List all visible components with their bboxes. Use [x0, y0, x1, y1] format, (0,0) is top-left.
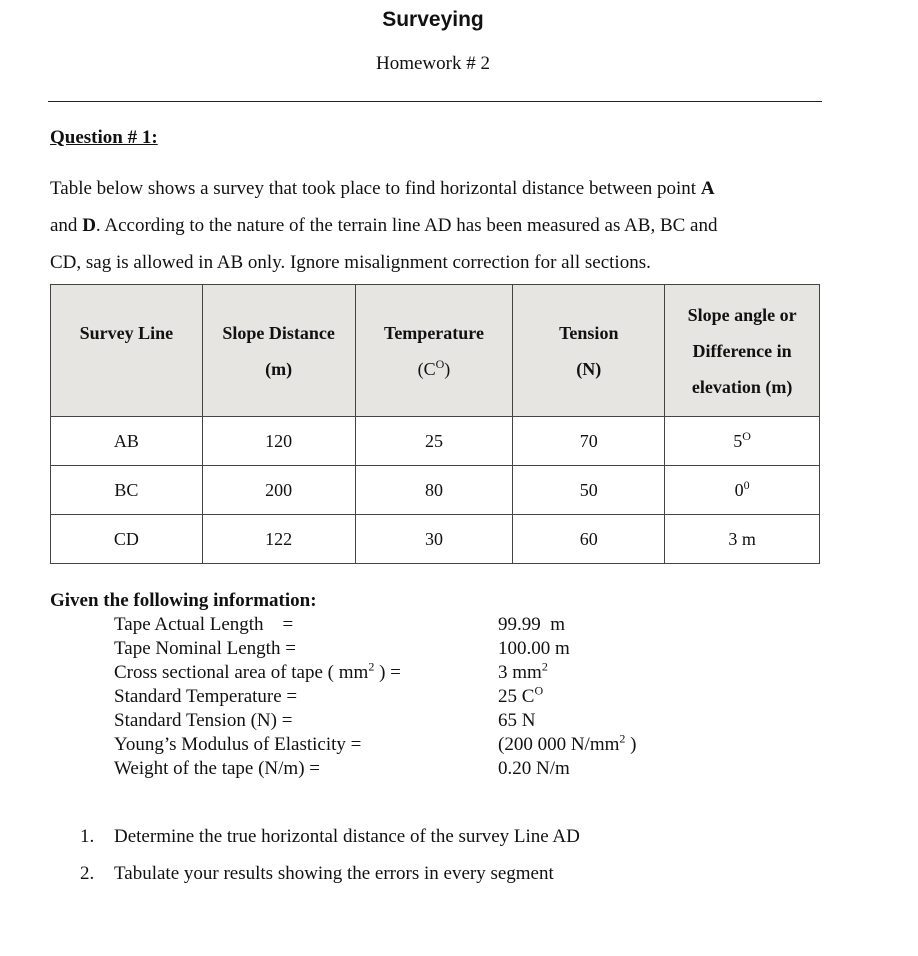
table-row: CD 122 30 60 3 m	[51, 515, 820, 564]
intro-line-1: Table below shows a survey that took place to find horizontal distance between point A	[50, 178, 715, 199]
header-survey-line: Survey Line	[51, 285, 203, 417]
list-item: 1. Determine the true horizontal distance of the survey Line AD	[80, 826, 580, 847]
task-list	[80, 818, 580, 892]
given-row: Tape Nominal Length = 100.00 m	[114, 638, 570, 659]
document-subtitle: Homework # 2	[376, 53, 490, 74]
table-row: AB 120 25 70 $5^O$	[51, 417, 820, 466]
given-row: Weight of the tape (N/m) = 0.20 N/m	[114, 758, 570, 779]
table-header-row	[51, 285, 820, 417]
document-title: Surveying	[382, 8, 484, 31]
given-list	[114, 613, 636, 781]
given-heading: Given the following information:	[50, 590, 317, 611]
horizontal-rule	[48, 101, 822, 102]
header-temperature: Temperature $(C^O)$	[355, 285, 513, 417]
list-item: 2. Tabulate your results showing the errors in every segment	[80, 863, 554, 884]
given-row: Tape Actual Length = 99.99 m	[114, 614, 566, 635]
header-tension: Tension (N)	[513, 285, 665, 417]
question-intro	[50, 170, 822, 281]
given-row: Standard Tension (N) = 65 N	[114, 710, 536, 731]
given-row: Cross sectional area of tape ( $mm^2$ ) = 3 $mm^2$	[114, 659, 548, 683]
survey-table	[50, 284, 820, 564]
question-heading: Question # 1:	[50, 127, 158, 148]
header-slope-angle: Slope angle or Difference in elevation (m)	[665, 285, 820, 417]
intro-line-2: and D. According to the nature of the terrain line AD has been measured as AB, BC and	[50, 215, 718, 236]
given-row: Standard Temperature = 25 $C^O$	[114, 683, 544, 707]
table-row: BC 200 80 50 $0^0$	[51, 466, 820, 515]
intro-line-3: CD, sag is allowed in AB only. Ignore misalignment correction for all sections.	[50, 252, 651, 273]
header-slope-distance: Slope Distance (m)	[202, 285, 355, 417]
given-row: Young’s Modulus of Elasticity = (200 000 $N/mm^2$ )	[114, 731, 637, 755]
